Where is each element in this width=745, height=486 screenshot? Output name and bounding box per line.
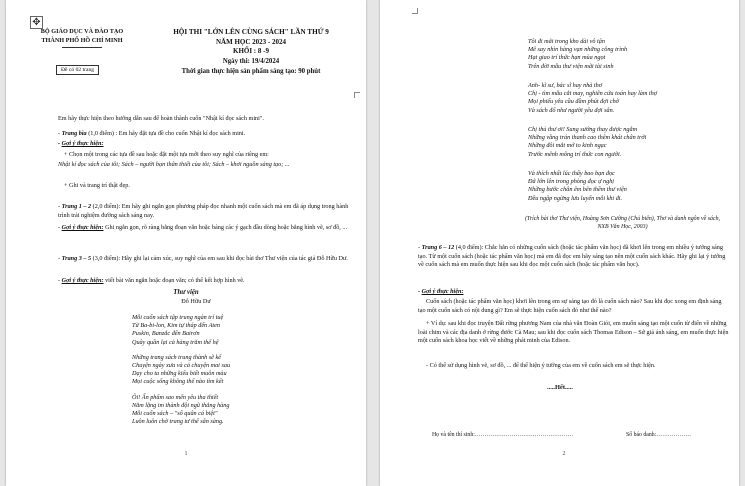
- section-2-title: Trang 1 – 2: [61, 203, 92, 210]
- poem-line: Và thích nhất lúc thấy bao bạn đọc: [528, 170, 615, 177]
- poem-line: Chuyện ngày xưa và cả chuyện mai sau: [132, 361, 231, 369]
- section-3-hint-label: Gợi ý thực hiện:: [61, 277, 104, 284]
- section-3-hint-text: viết bài văn ngắn hoặc đoạn văn; có thể kết hợp hình vẽ.: [103, 277, 245, 284]
- duration: Thời gian thực hiện sản phẩm sáng tạo: 90 phút: [181, 68, 321, 75]
- poem-line: Những bước chân êm bên thềm thư viện: [528, 186, 627, 194]
- poem-source: (Trích bài thơ Thư viện, Hoàng Sơn Cường (Chủ biên), Thơ và danh ngôn về sách, NXB Văn Học, 2003): [524, 216, 721, 231]
- exam-date: Ngày thi: 19/4/2024: [222, 58, 280, 65]
- section-4-paragraph-2: + Ví dụ: sau khi đọc truyện Đất rừng phương Nam của nhà văn Đoàn Giỏi, em muốn sáng tạo một cuốn từ điển về những loài chim và các địa danh ở rừng đước Cà Mau; sau khi đọc cuốn sách Thomas Edison – Sứ giả ánh sáng, em muốn thực hiện một cuốn sách khoa học viết về những phát minh của Edison.: [418, 320, 729, 345]
- poem-line: Đều ngập ngừng lưu luyến mỗi khi đi.: [528, 194, 623, 202]
- section-3-title: Trang 3 – 5: [61, 255, 92, 262]
- section-4-body: (4,0 điểm): Chắc hẳn có những cuốn sách (hoặc tác phẩm văn học) đã khơi lên trong em nhiều ý tưởng sáng tạo. Từ một cuốn sách (hoặc tác phẩm văn học) mà em đã đọc em hãy sáng tạo nên một cuốn sách khác. Hãy ghi lại ý tưởng về cuốn sách mà em muốn thực hiện sau khi đọc một cuốn sách (hoặc tác phẩm văn học).: [418, 244, 726, 269]
- document-page-1: [6, 0, 366, 486]
- poem-line: Trước mênh mông trí thức con người.: [528, 150, 622, 158]
- section-1: - Trang bìa (1,0 điểm) : Em hãy đặt tựa đề cho cuốn Nhật kí đọc sách mini.: [58, 130, 246, 137]
- org-underline: [62, 47, 102, 48]
- margin-corner-mark: [412, 8, 418, 14]
- poem-author: Đỗ Hữu Dư: [181, 298, 211, 305]
- poem-stanza-d: [528, 170, 733, 203]
- poem-line: Trên đời mẫu thư viện mãi tài sinh: [528, 62, 614, 70]
- poem-line: Mọi cuộc sống không thể nào tìm kết: [132, 378, 224, 386]
- poem-line: Những vầng trán thanh cao thêm khát chân trời: [528, 134, 647, 142]
- section-4-hint-label: - Gợi ý thực hiện:: [418, 288, 464, 295]
- intro-text: Em hãy thực hiện theo hướng dẫn sau để hoàn thành cuốn "Nhật kí đọc sách mini".: [58, 115, 264, 122]
- poem-stanza-b: [528, 82, 733, 115]
- poem-line: Tôi đi mãi trong kho dài vô tận: [528, 38, 605, 45]
- poem-line: Chị - tìm mẫu cắt may, nghiên cứu toán hay làm thợ: [528, 90, 658, 98]
- poem-line: Hạt giao trí thức hạn mùa ngọt: [528, 54, 606, 62]
- poem-line: Mỗi cuốn sách – "số quân cá biệt": [132, 409, 218, 417]
- section-1-hint-2: Nhật kí đọc sách của tôi; Sách – người bạn thân thiết của tôi; Sách – khơi nguồn sáng tạo; ...: [58, 161, 290, 168]
- section-4-paragraph-1: Cuốn sách (hoặc tác phẩm văn học) khơi lên trong em sự sáng tạo đó là cuốn sách nào? Sau khi đọc xong em định sáng tạo một cuốn sách có nội dung gì? Em sẽ thực hiện cuốn sách đó như thế nào?: [418, 298, 722, 314]
- section-2-body: (2,0 điểm): Em hãy ghi ngắn gọn phương pháp đọc nhanh một cuốn sách mà em đã áp dụng trong hành trình trải nghiệm đường sách sáng nay.: [58, 203, 349, 219]
- document-page-2: [380, 0, 739, 486]
- section-3-hint: - Gợi ý thực hiện: viết bài văn ngắn hoặc đoạn văn; có thể kết hợp hình vẽ.: [58, 277, 245, 284]
- section-1-hint-label: - Gợi ý thực hiện:: [58, 140, 104, 147]
- poem-line: Dạy cho ta những kiểu biết muôn màu: [132, 370, 227, 378]
- section-1-hint-3: + Ghi và trang trí thật đẹp.: [64, 182, 130, 189]
- section-4-paragraph-3: - Có thể sử dụng hình vẽ, sơ đồ, ... để thể hiện ý tưởng của em về cuốn sách em sẽ thực hiện.: [426, 362, 656, 369]
- poem-line: Nằm lặng im thành đội ngũ thẳng hàng: [132, 401, 230, 409]
- poem-title: Thư viện: [173, 289, 199, 296]
- school-year: NĂM HỌC 2023 - 2024: [216, 38, 286, 46]
- poem-line: Những đôi mắt mở to kinh ngạc: [528, 142, 607, 150]
- section-2-hint-label: Gợi ý thực hiện:: [61, 224, 104, 231]
- stanza-gap: [132, 387, 332, 394]
- section-2: - Trang 1 – 2 (2,0 điểm): Em hãy ghi ngắn gọn phương pháp đọc nhanh một cuốn sách mà em đã áp dụng trong hành trình trải nghiệm đường sách sáng nay.: [58, 203, 349, 219]
- contest-title: HỘI THI "LỚN LÊN CÙNG SÁCH" LẦN THỨ 9: [173, 28, 329, 36]
- section-4-title: Trang 6 – 12: [421, 244, 455, 251]
- poem-line: Đã lớn lên trong phòng đọc ự nghị: [528, 178, 615, 186]
- poem-line: Từ Ba-bi-lon, Kim tự tháp đến Aten: [132, 322, 220, 330]
- pages-note-box: Đề có 02 trang: [56, 65, 99, 75]
- footer-candidate-name: Họ và tên thí sinh:……………………………………………: [432, 432, 574, 438]
- stanza-gap: [132, 347, 332, 354]
- org-line-1: BỘ GIÁO DỤC VÀ ĐÀO TẠO: [40, 28, 124, 35]
- section-3: - Trang 3 – 5 (3,0 điểm): Hãy ghi lại cảm xúc, suy nghĩ của em sau khi đọc bài thơ Thư viện của tác giả Đỗ Hữu Dư.: [58, 255, 348, 262]
- poem-line: Anh- kĩ sư, bác sĩ hay nhà thơ: [528, 82, 603, 89]
- poem-line: Luôn luôn chờ trang tư thế sẵn sàng.: [132, 418, 224, 426]
- poem-stanzas-page-1: [132, 314, 332, 426]
- end-mark: .....Hết.....: [547, 384, 573, 391]
- section-1-hint-1: + Chọn một trong các tựa đề sau hoặc đặt một tựa mới theo suy nghĩ của riêng em:: [64, 151, 269, 158]
- page-number: 2: [562, 451, 566, 457]
- section-4: - Trang 6 – 12 (4,0 điểm): Chắc hẳn có những cuốn sách (hoặc tác phẩm văn học) đã khơi lên trong em nhiều ý tưởng sáng tạo. Từ một cuốn sách (hoặc tác phẩm văn học) mà em đã đọc em hãy sáng tạo nên một cuốn sách khác. Hãy ghi lại ý tưởng về cuốn sách mà em muốn thực hiện sau khi đọc một cuốn sách (hoặc tác phẩm văn học).: [418, 244, 726, 269]
- section-2-hint-text: Ghi ngắn gọn, rõ ràng bằng đoạn văn hoặc bảng các ý gạch đầu dòng hoặc bằng hình vẽ, sơ đồ, ...: [103, 224, 348, 231]
- section-3-body: (3,0 điểm): Hãy ghi lại cảm xúc, suy nghĩ của em sau khi đọc bài thơ Thư viện của tác giả Đỗ Hữu Dư.: [91, 255, 348, 262]
- footer-candidate-id: Số báo danh:………………: [626, 432, 692, 438]
- section-1-title: Trang bìa: [61, 130, 87, 137]
- poem-stanza-c: [528, 126, 733, 159]
- section-2-hint: - Gợi ý thực hiện: Ghi ngắn gọn, rõ ràng bằng đoạn văn hoặc bảng các ý gạch đầu dòng hoặc bằng hình vẽ, sơ đồ, ...: [58, 224, 348, 231]
- org-line-2: THÀNH PHỐ HỒ CHÍ MINH: [41, 37, 123, 44]
- grade: KHỐI : 8 -9: [233, 47, 269, 55]
- poem-line: Chị thủ thư ơi! Sung sướng thay được ngắm: [528, 126, 638, 133]
- poem-line: Mê say nhìn hàng vạn những công trình: [528, 46, 628, 54]
- poem-line: Puskin, Banzắc đến Bairơn: [132, 330, 200, 338]
- poem-stanza-a: [528, 38, 728, 71]
- poem-line: Những trang sách trung thành sẽ kể: [132, 353, 221, 361]
- margin-corner-mark: [354, 92, 360, 98]
- move-cross-icon[interactable]: ✥: [30, 16, 43, 29]
- poem-line: Mọi phiếu yêu cầu đầm phút đợi chờ: [528, 98, 619, 106]
- section-1-body: (1,0 điểm) : Em hãy đặt tựa đề cho cuốn Nhật kí đọc sách mini.: [86, 130, 246, 137]
- poem-line: Ôi! Ấn phẩm sao mến yêu tha thiết: [132, 393, 219, 401]
- poem-line: Mỗi cuốn sách tập trung ngàn trí tuệ: [132, 314, 224, 321]
- page-number: 1: [184, 451, 188, 457]
- poem-line: Và sách đổ như người yêu đợi sẵn.: [528, 106, 615, 114]
- poem-line: Quây quần lại cả hàng trăm thế hệ: [132, 338, 219, 346]
